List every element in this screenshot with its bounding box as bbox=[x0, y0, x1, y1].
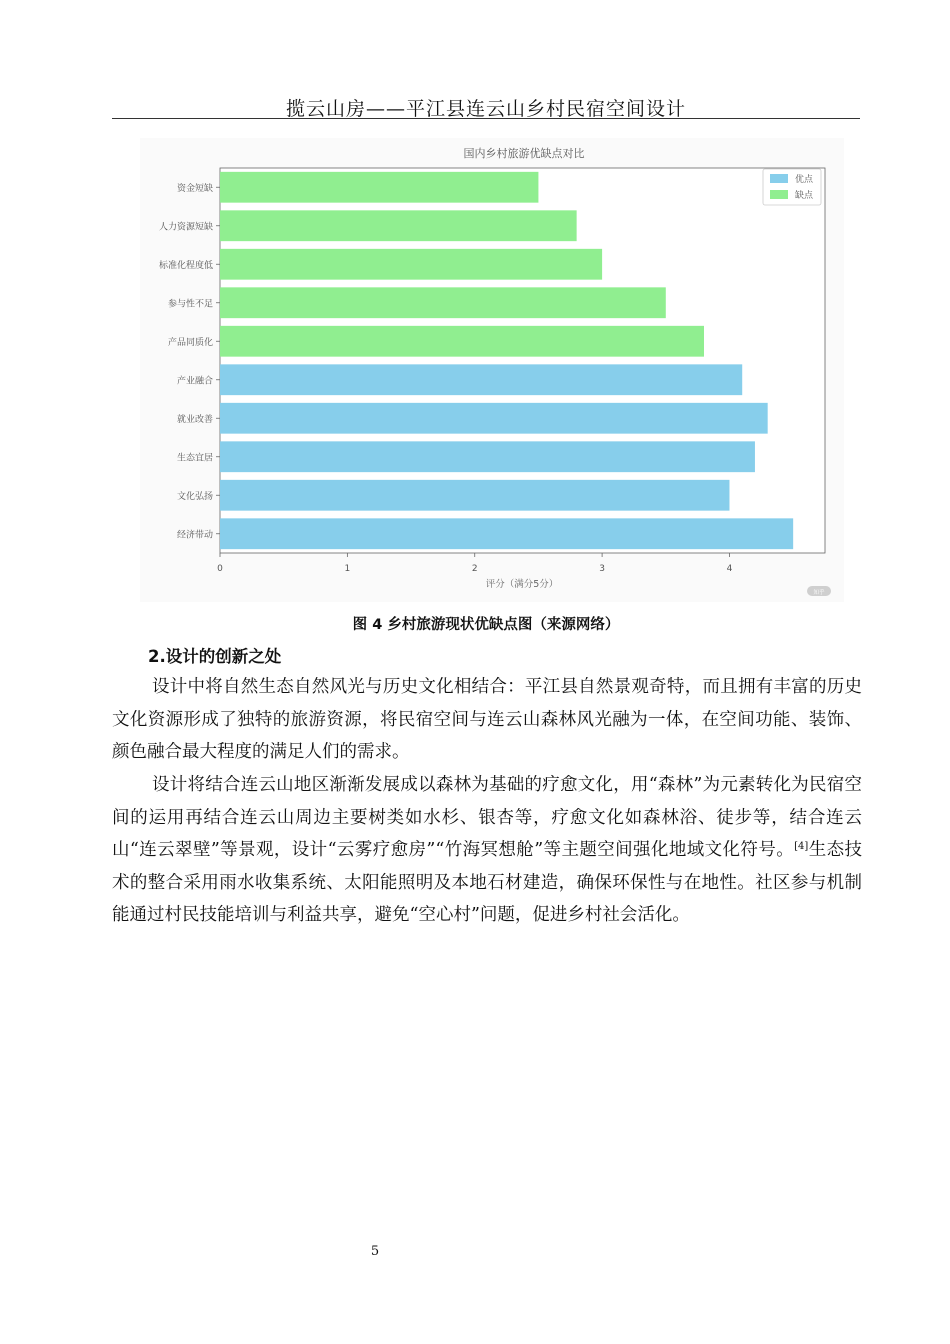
bar-advantage-5 bbox=[220, 364, 742, 395]
bar-disadvantage-0 bbox=[220, 172, 538, 203]
bar-advantage-7 bbox=[220, 441, 755, 472]
bar-chart bbox=[140, 138, 844, 602]
y-tick-label: 产业融合 bbox=[176, 376, 213, 387]
legend-swatch-disadvantage bbox=[770, 190, 788, 199]
x-axis-label: 评分（满分5分） bbox=[485, 579, 559, 590]
watermark-text: 知乎 bbox=[813, 590, 825, 596]
x-tick-label: 1 bbox=[344, 564, 351, 574]
legend bbox=[763, 169, 821, 205]
bar-disadvantage-2 bbox=[220, 249, 602, 280]
y-tick-label: 生态宜居 bbox=[176, 453, 213, 464]
paragraph-1: 设计中将自然生态自然风光与历史文化相结合：平江县自然景观奇特，而且拥有丰富的历史文化资源形成了独特的旅游资源，将民宿空间与连云山森林风光融为一体，在空间功能、装饰、颜色融合最大程度的满足人们的需求。 bbox=[112, 677, 862, 762]
bar-disadvantage-3 bbox=[220, 287, 666, 318]
legend-swatch-advantage bbox=[770, 174, 788, 183]
paragraph-2-part-a: 设计将结合连云山地区渐渐发展成以森林为基础的疗愈文化，用“森林”为元素转化为民宿空间的运用再结合连云山周边主要树类如水杉、银杏等，疗愈文化如森林浴、徒步等，结合连云山“连云翠壁”等景观，设计“云雾疗愈房”“竹海冥想舱”等主题空间强化地域文化符号。 bbox=[112, 775, 862, 860]
bar-disadvantage-1 bbox=[220, 210, 577, 241]
y-tick-label: 文化弘扬 bbox=[176, 491, 213, 502]
page-number: 5 bbox=[370, 1244, 380, 1259]
paragraph-2-part-b: 生态技术的整合采用雨水收集系统、太阳能照明及本地石材建造，确保环保性与在地性。社区参与机制能通过村民技能培训与利益共享，避免“空心村”问题，促进乡村社会活化。 bbox=[112, 840, 862, 925]
y-tick-label: 就业改善 bbox=[176, 414, 213, 425]
x-tick-label: 0 bbox=[217, 564, 223, 574]
x-tick-label: 4 bbox=[726, 564, 733, 574]
bar-advantage-6 bbox=[220, 403, 768, 434]
paragraph-2 bbox=[112, 769, 862, 932]
citation-ref: [4] bbox=[794, 841, 809, 852]
x-tick-label: 2 bbox=[471, 564, 478, 574]
y-tick-label: 产品同质化 bbox=[167, 337, 213, 348]
y-tick-label: 标准化程度低 bbox=[158, 260, 213, 271]
watermark bbox=[807, 586, 831, 596]
figure-caption: 图 4 乡村旅游现状优缺点图（来源网络） bbox=[352, 617, 620, 633]
y-tick-label: 参与性不足 bbox=[167, 299, 213, 310]
bar-advantage-9 bbox=[220, 518, 793, 549]
y-tick-label: 人力资源短缺 bbox=[158, 222, 213, 233]
bar-advantage-8 bbox=[220, 480, 729, 511]
header-rule bbox=[112, 118, 860, 119]
chart-title: 国内乡村旅游优缺点对比 bbox=[463, 147, 585, 160]
legend-label-disadvantage: 缺点 bbox=[795, 191, 814, 201]
x-tick-label: 3 bbox=[599, 564, 605, 574]
y-tick-label: 资金短缺 bbox=[176, 183, 213, 194]
page-header-title: 揽云山房——平江县连云山乡村民宿空间设计 bbox=[285, 98, 686, 120]
bar-disadvantage-4 bbox=[220, 326, 704, 357]
figure bbox=[140, 138, 844, 602]
y-tick-label: 经济带动 bbox=[176, 530, 213, 541]
legend-label-advantage: 优点 bbox=[795, 175, 814, 185]
section-title: 2.设计的创新之处 bbox=[148, 647, 282, 666]
